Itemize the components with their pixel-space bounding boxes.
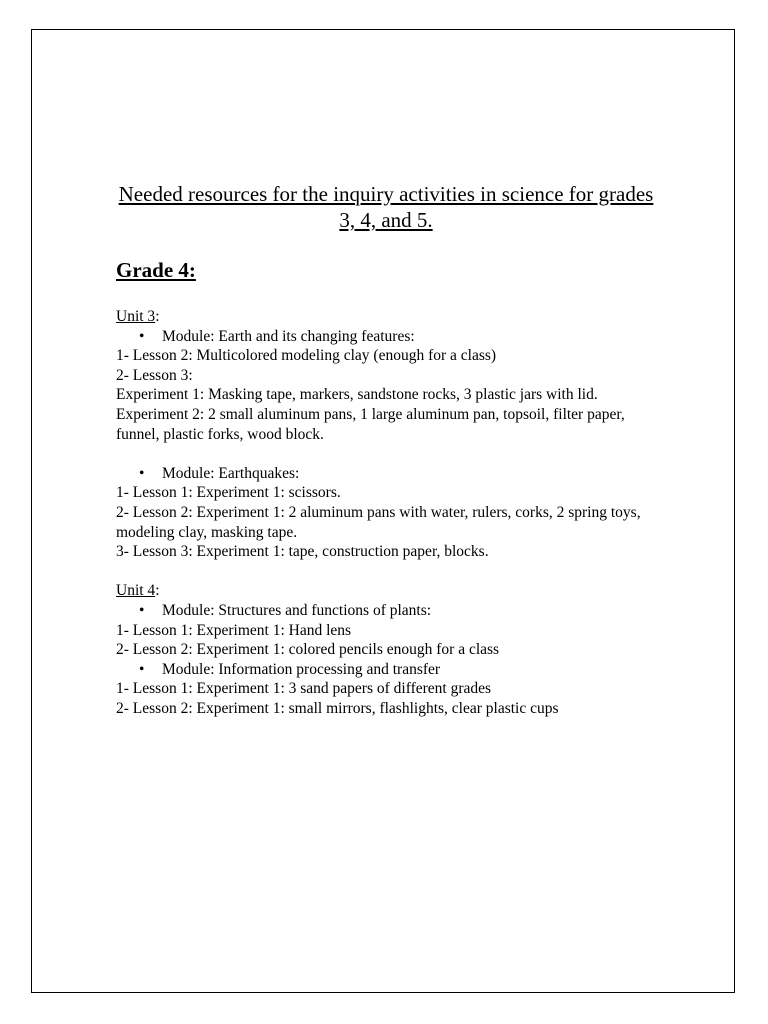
bullet-icon: •	[139, 601, 145, 619]
lesson-line: 3- Lesson 3: Experiment 1: tape, construction paper, blocks.	[116, 543, 489, 561]
module-heading: • Module: Structures and functions of plants:	[139, 601, 432, 619]
bullet-icon: •	[139, 660, 145, 678]
lesson-line: 2- Lesson 3:	[116, 366, 193, 384]
document-body	[116, 181, 656, 718]
lesson-line: 2- Lesson 2: Experiment 1: 2 aluminum pans with water, rulers, corks, 2 spring toys, modeling clay, masking tape.	[116, 503, 641, 541]
document-title: Needed resources for the inquiry activities in science for grades 3, 4, and 5.	[118, 182, 654, 232]
module-heading: • Module: Earthquakes:	[139, 464, 300, 482]
lesson-line: 2- Lesson 2: Experiment 1: small mirrors, flashlights, clear plastic cups	[116, 699, 559, 717]
lesson-line: 1- Lesson 1: Experiment 1: scissors.	[116, 484, 341, 502]
lesson-line: 1- Lesson 2: Multicolored modeling clay (enough for a class)	[116, 347, 497, 365]
unit-title: Unit 4	[116, 582, 156, 600]
unit-section: Unit 4: • Module: Structures and functions of plants: 1- Lesson 1: Experiment 1: Hand lens 2- Lesson 2: Experiment 1: colored pencils enough for a class • Module: Information processing and transfer 1- Lesson 1: Experiment 1: 3 sand papers of different grades 2- Lesson 2: Experiment 1: small mirrors, flashlights, clear plastic cups	[116, 581, 656, 718]
bullet-icon: •	[139, 327, 145, 345]
lesson-line: 2- Lesson 2: Experiment 1: colored pencils enough for a class	[116, 641, 500, 659]
bullet-icon: •	[139, 464, 145, 482]
module-heading: • Module: Earth and its changing features:	[139, 327, 415, 345]
lesson-line: 1- Lesson 1: Experiment 1: Hand lens	[116, 621, 352, 639]
unit-section: Unit 3: • Module: Earth and its changing features: 1- Lesson 2: Multicolored modeling clay (enough for a class) 2- Lesson 3: Experiment 1: Masking tape, markers, sandstone rocks, 3 plastic jars with lid. Experiment 2: 2 small aluminum pans, 1 large aluminum pan, topsoil, filter paper, funnel, plastic forks, wood block. • Module: Earthquakes: 1- Lesson 1: Experiment 1: scissors. 2- Lesson 2: Experiment 1: 2 aluminum pans with water, rulers, corks, 2 spring toys, modeling clay, masking tape. 3- Lesson 3: Experiment 1: tape, construction paper, blocks.	[116, 307, 656, 562]
unit-title: Unit 3	[116, 308, 156, 325]
experiment-line: Experiment 2: 2 small aluminum pans, 1 large aluminum pan, topsoil, filter paper, funnel, plastic forks, wood block.	[116, 405, 625, 443]
paragraph-spacer	[116, 444, 656, 464]
lesson-line: 1- Lesson 1: Experiment 1: 3 sand papers of different grades	[116, 680, 492, 698]
grade-heading: Grade 4:	[116, 258, 196, 282]
module-heading: • Module: Information processing and transfer	[139, 660, 441, 678]
experiment-line: Experiment 1: Masking tape, markers, sandstone rocks, 3 plastic jars with lid.	[116, 386, 598, 404]
